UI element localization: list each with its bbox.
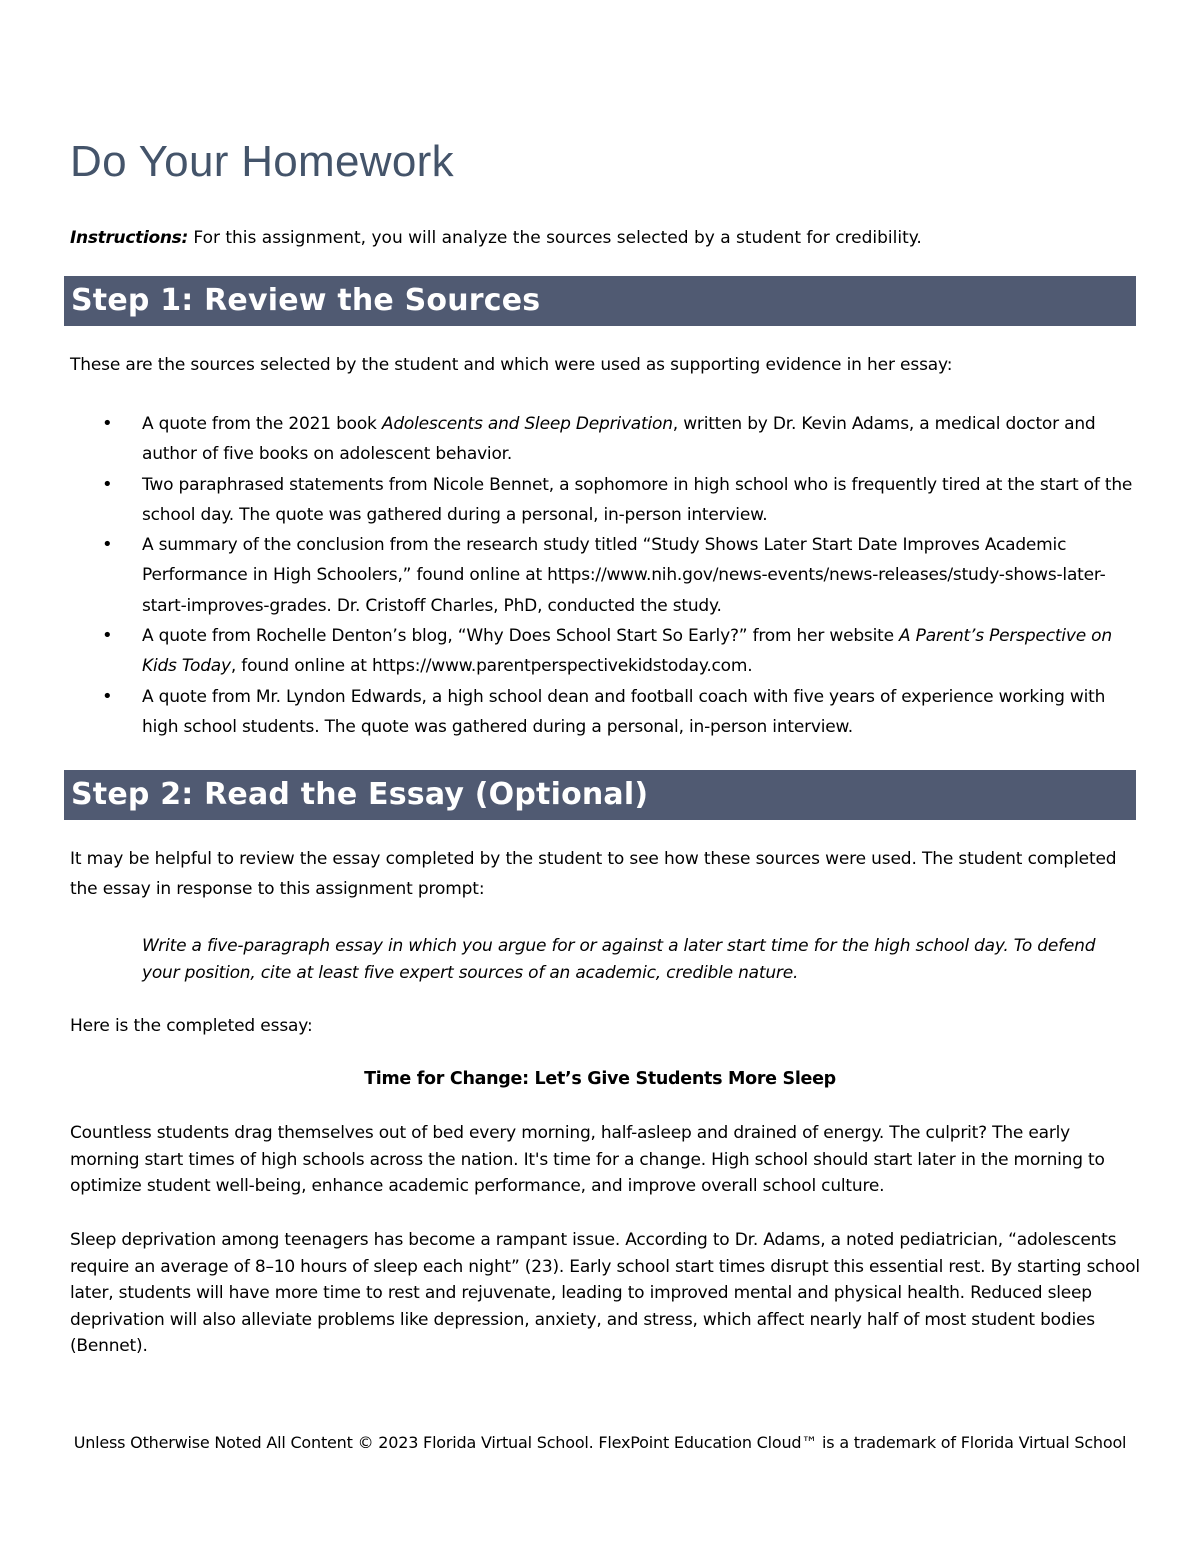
instructions (70, 226, 922, 250)
footer-copyright: Unless Otherwise Noted All Content © 2023 Florida Virtual School. FlexPoint Education Cloud™ is a trademark of Florida Virtual School (73, 1433, 1127, 1452)
bullet-icon: • (102, 685, 113, 707)
essay-paragraph-1: Countless students drag themselves out of bed every morning, half-asleep and drained of energy. The culprit? The early morning start times of high schools across the nation. It's time for a change. High school should start later in the morning to optimize student well-being, enhance academic performance, and improve overall school culture. (70, 1123, 1105, 1196)
step1-heading: Step 1: Review the Sources (64, 276, 1136, 326)
bullet-icon: • (102, 534, 113, 556)
step1-intro: These are the sources selected by the student and which were used as supporting evidence in her essay: (70, 355, 953, 375)
bullet-icon: • (102, 625, 113, 647)
bullet-icon: • (102, 473, 113, 495)
sources-list (70, 409, 1140, 742)
page-title: Do Your Homework (70, 137, 454, 186)
source-item: • A quote from Rochelle Denton’s blog, “Why Does School Start So Early?” from her website A Parent’s Perspective on Kids Today, found online at https://www.parentperspectivekidstoday.com. (70, 621, 1140, 682)
source-item: • A summary of the conclusion from the research study titled “Study Shows Later Start Date Improves Academic Performance in High Schoolers,” found online at https://www.nih.gov/news-events/news-releases/study-shows-later-start-improves-grades. Dr. Cristoff Charles, PhD, conducted the study. (70, 530, 1140, 621)
assignment-prompt: Write a five-paragraph essay in which you argue for or against a later start time for the high school day. To defend your position, cite at least five expert sources of an academic, credible nature. (142, 936, 1096, 983)
essay-title: Time for Change: Let’s Give Students More Sleep (364, 1069, 836, 1089)
source-item: • A quote from the 2021 book Adolescents and Sleep Deprivation, written by Dr. Kevin Adams, a medical doctor and author of five books on adolescent behavior. (70, 409, 1140, 470)
instructions-text: For this assignment, you will analyze the sources selected by a student for credibility. (188, 228, 922, 248)
essay-lead-in: Here is the completed essay: (70, 1016, 313, 1036)
step2-heading: Step 2: Read the Essay (Optional) (64, 770, 1136, 820)
bullet-icon: • (102, 413, 113, 434)
source-item: • A quote from Mr. Lyndon Edwards, a high school dean and football coach with five years of experience working with high school students. The quote was gathered during a personal, in-person interview. (70, 682, 1140, 743)
essay-paragraph-2: Sleep deprivation among teenagers has become a rampant issue. According to Dr. Adams, a noted pediatrician, “adolescents require an average of 8–10 hours of sleep each night” (23). Early school start times disrupt this essential rest. By starting school later, students will have more time to rest and rejuvenate, leading to improved mental and physical health. Reduced sleep deprivation will also alleviate problems like depression, anxiety, and stress, which affect nearly half of most student bodies (Bennet). (70, 1230, 1140, 1356)
instructions-label: Instructions: (70, 228, 188, 248)
source-item: • Two paraphrased statements from Nicole Bennet, a sophomore in high school who is frequently tired at the start of the school day. The quote was gathered during a personal, in-person interview. (70, 470, 1140, 531)
step2-intro: It may be helpful to review the essay completed by the student to see how these sources were used. The student completed the essay in response to this assignment prompt: (70, 849, 1117, 899)
